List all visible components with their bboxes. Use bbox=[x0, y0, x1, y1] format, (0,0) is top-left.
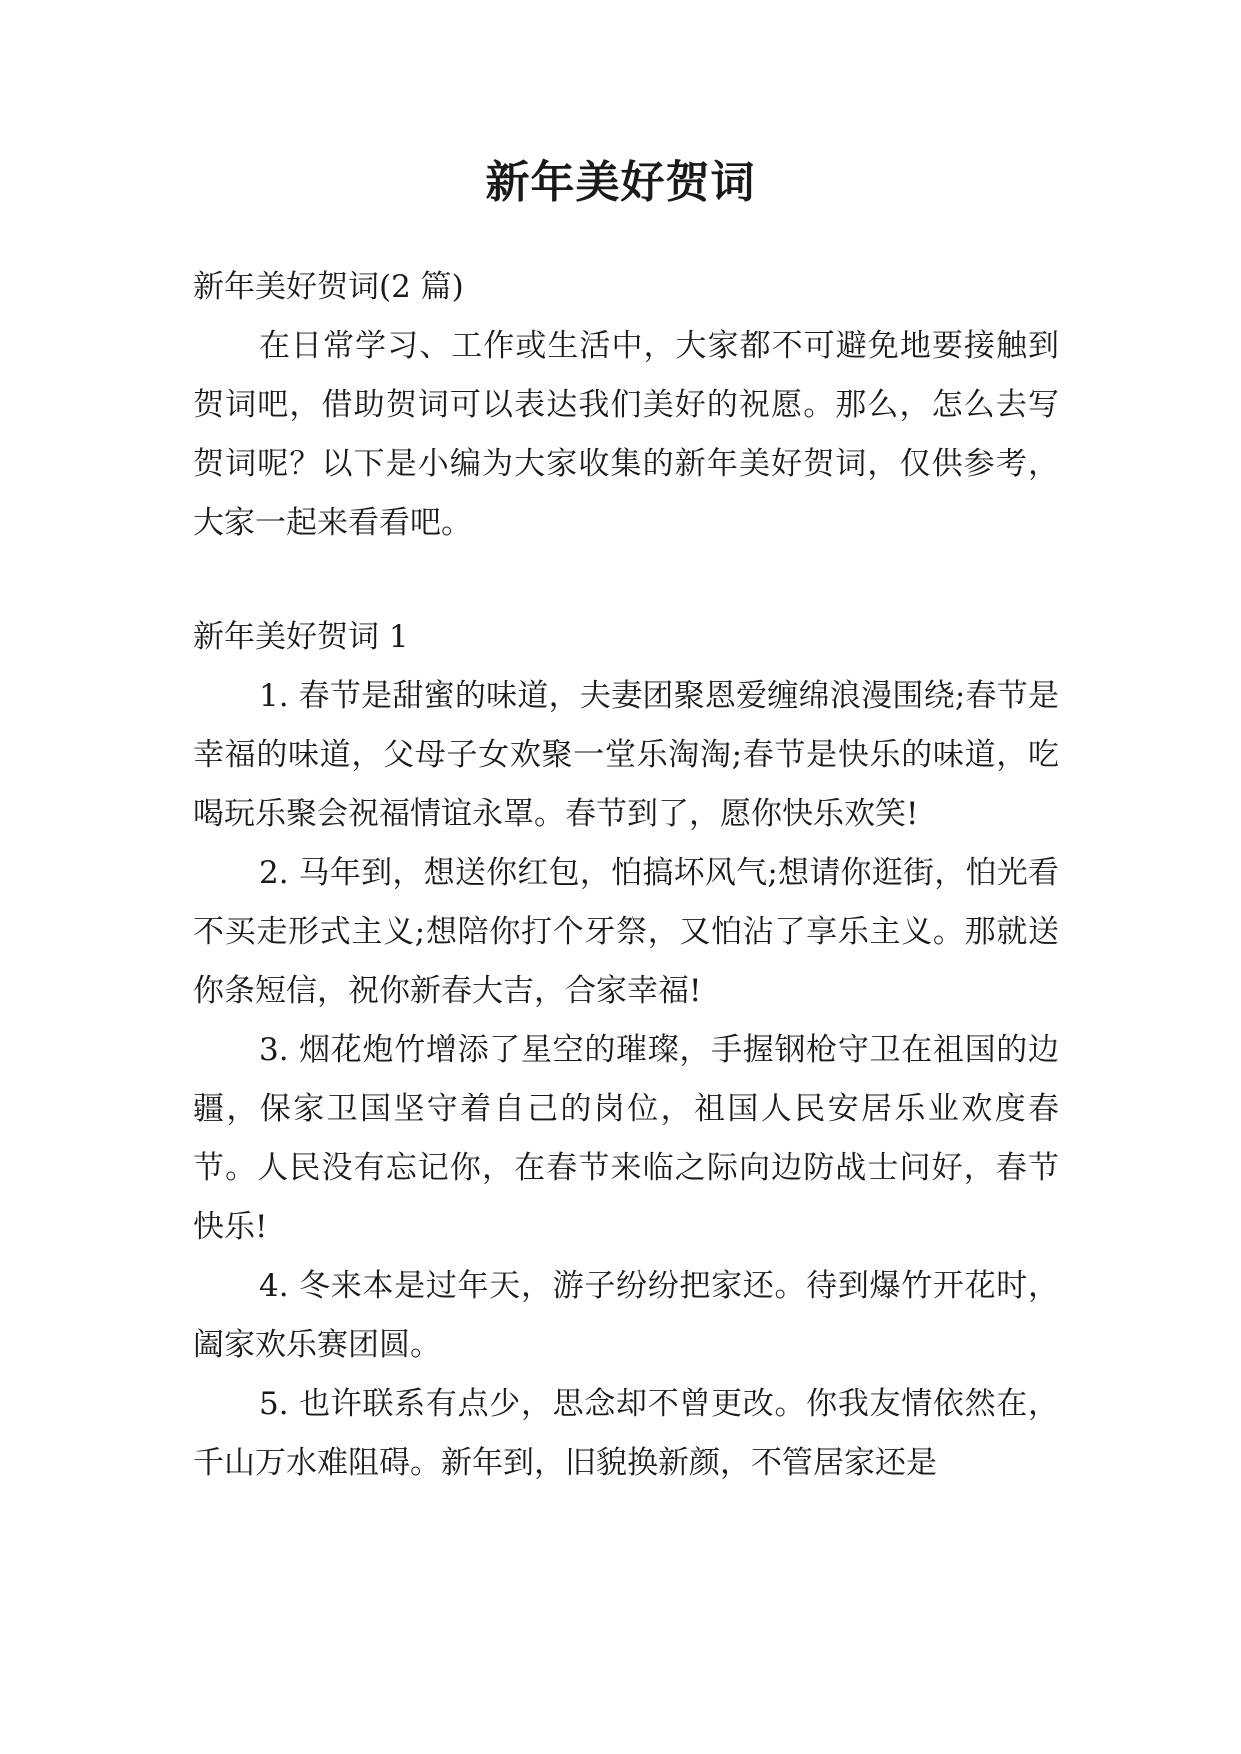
intro-paragraph: 在日常学习、工作或生活中，大家都不可避免地要接触到贺词吧，借助贺词可以表达我们美好的祝愿。那么，怎么去写贺词呢？以下是小编为大家收集的新年美好贺词，仅供参考，大家一起来看看吧。 bbox=[193, 328, 1059, 541]
section-heading: 新年美好贺词 1 bbox=[193, 619, 409, 655]
greeting-item-1: 1. 春节是甜蜜的味道，夫妻团聚恩爱缠绵浪漫围绕;春节是幸福的味道，父母子女欢聚一堂乐淘淘;春节是快乐的味道，吃喝玩乐聚会祝福情谊永罩。春节到了，愿你快乐欢笑! bbox=[193, 678, 1059, 832]
greeting-item-5: 5. 也许联系有点少，思念却不曾更改。你我友情依然在，千山万水难阻碍。新年到，旧貌换新颜，不管居家还是 bbox=[193, 1386, 1059, 1481]
document-title: 新年美好贺词 bbox=[485, 157, 756, 208]
greeting-item-3: 3. 烟花炮竹增添了星空的璀璨，手握钢枪守卫在祖国的边疆，保家卫国坚守着自己的岗位，祖国人民安居乐业欢度春节。人民没有忘记你，在春节来临之际向边防战士问好，春节快乐! bbox=[193, 1032, 1059, 1245]
greeting-item-2: 2. 马年到，想送你红包，怕搞坏风气;想请你逛街，怕光看不买走形式主义;想陪你打个牙祭，又怕沾了享乐主义。那就送你条短信，祝你新春大吉，合家幸福! bbox=[193, 855, 1059, 1009]
document-body bbox=[193, 258, 1059, 1493]
document-subtitle: 新年美好贺词(2 篇) bbox=[193, 269, 464, 305]
section-spacer bbox=[193, 553, 1059, 608]
greeting-item-4: 4. 冬来本是过年天，游子纷纷把家还。待到爆竹开花时，阖家欢乐赛团圆。 bbox=[193, 1268, 1059, 1363]
